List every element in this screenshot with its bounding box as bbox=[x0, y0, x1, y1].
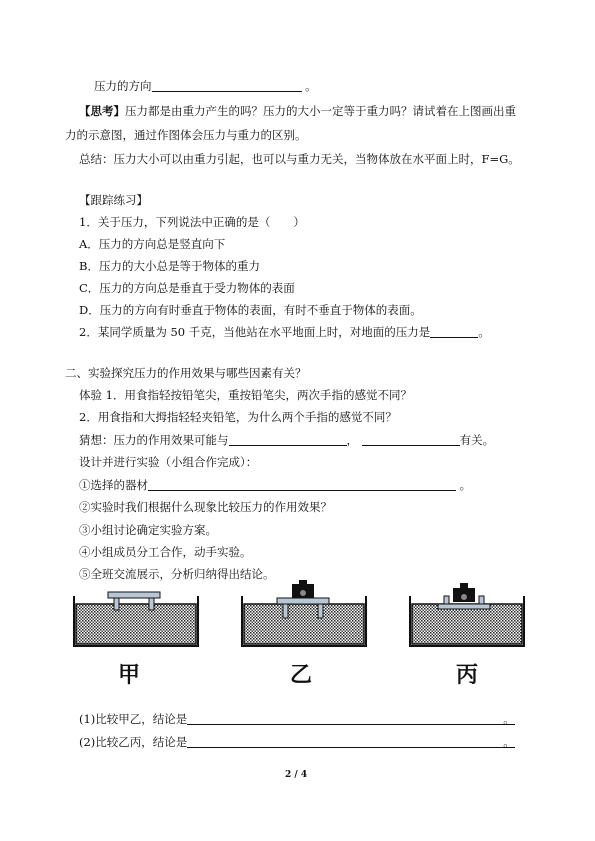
equipment-blank[interactable] bbox=[148, 478, 456, 491]
think-paragraph: 【思考】压力都是由重力产生的吗？压力的大小一定等于重力吗？请试着在上图画出重 bbox=[79, 104, 516, 118]
conclusion-2: (2)比较乙丙，结论是 。 bbox=[79, 735, 515, 749]
label-yi: 乙 bbox=[290, 663, 313, 688]
pressure-direction-blank[interactable] bbox=[152, 79, 302, 92]
step-3: ③小组讨论确定实验方案。 bbox=[79, 523, 217, 537]
think-label: 【思考】 bbox=[79, 104, 125, 118]
step-2: ②实验时我们根据什么现象比较压力的作用效果？ bbox=[79, 500, 332, 514]
label-jia: 甲 bbox=[118, 663, 141, 688]
setup-bing bbox=[410, 583, 524, 646]
summary-text: 总结：压力大小可以由重力引起，也可以与重力无关，当物体放在水平面上时，F=G。 bbox=[79, 152, 520, 166]
option-b: B．压力的大小总是等于物体的重力 bbox=[79, 259, 260, 273]
think-paragraph-cont: 力的示意图，通过作图体会压力与重力的区别。 bbox=[65, 128, 307, 142]
experiment-figure bbox=[70, 578, 530, 648]
setup-jia bbox=[74, 592, 198, 646]
question-1: 1．关于压力，下列说法中正确的是（ ） bbox=[79, 215, 305, 229]
section-two-heading: 二、实验探究压力的作用效果与哪些因素有关？ bbox=[65, 366, 307, 380]
option-c: C．压力的方向总是垂直于受力物体的表面 bbox=[79, 281, 295, 295]
conclusion-1: (1)比较甲乙，结论是 。 bbox=[79, 712, 515, 726]
experience-1: 体验 1．用食指轻按铅笔尖，重按铅笔尖，两次手指的感觉不同？ bbox=[79, 388, 412, 402]
page-number: 2 / 4 bbox=[285, 770, 308, 780]
practice-heading: 【跟踪练习】 bbox=[79, 193, 148, 207]
hypothesis-blank-1[interactable] bbox=[229, 433, 347, 446]
label-bing: 丙 bbox=[456, 663, 479, 688]
step-5: ⑤全班交流展示，分析归纳得出结论。 bbox=[79, 567, 275, 581]
conclusion-2-blank[interactable] bbox=[187, 735, 515, 748]
step-1: ①选择的器材 。 bbox=[79, 478, 472, 492]
option-d: D．压力的方向有时垂直于物体的表面，有时不垂直于物体的表面。 bbox=[79, 303, 422, 317]
conclusion-1-blank[interactable] bbox=[187, 712, 515, 725]
pressure-direction-line: 压力的方向 。 bbox=[94, 79, 317, 93]
step-4: ④小组成员分工合作，动手实验。 bbox=[79, 545, 252, 559]
setup-yi bbox=[242, 580, 366, 646]
question-2-blank[interactable] bbox=[430, 325, 478, 338]
experience-2: 2．用食指和大拇指轻轻夹铅笔，为什么两个手指的感觉不同？ bbox=[79, 410, 397, 424]
option-a: A．压力的方向总是竖直向下 bbox=[79, 237, 226, 251]
design-instruction: 设计并进行实验（小组合作完成）： bbox=[79, 455, 258, 469]
hypothesis-line: 猜想：压力的作用效果可能与 ， 有关。 bbox=[79, 433, 495, 447]
question-2: 2．某同学质量为 50 千克，当他站在水平地面上时，对地面的压力是 。 bbox=[79, 325, 490, 339]
hypothesis-blank-2[interactable] bbox=[362, 433, 460, 446]
pressure-direction-text: 压力的方向 bbox=[94, 79, 152, 93]
